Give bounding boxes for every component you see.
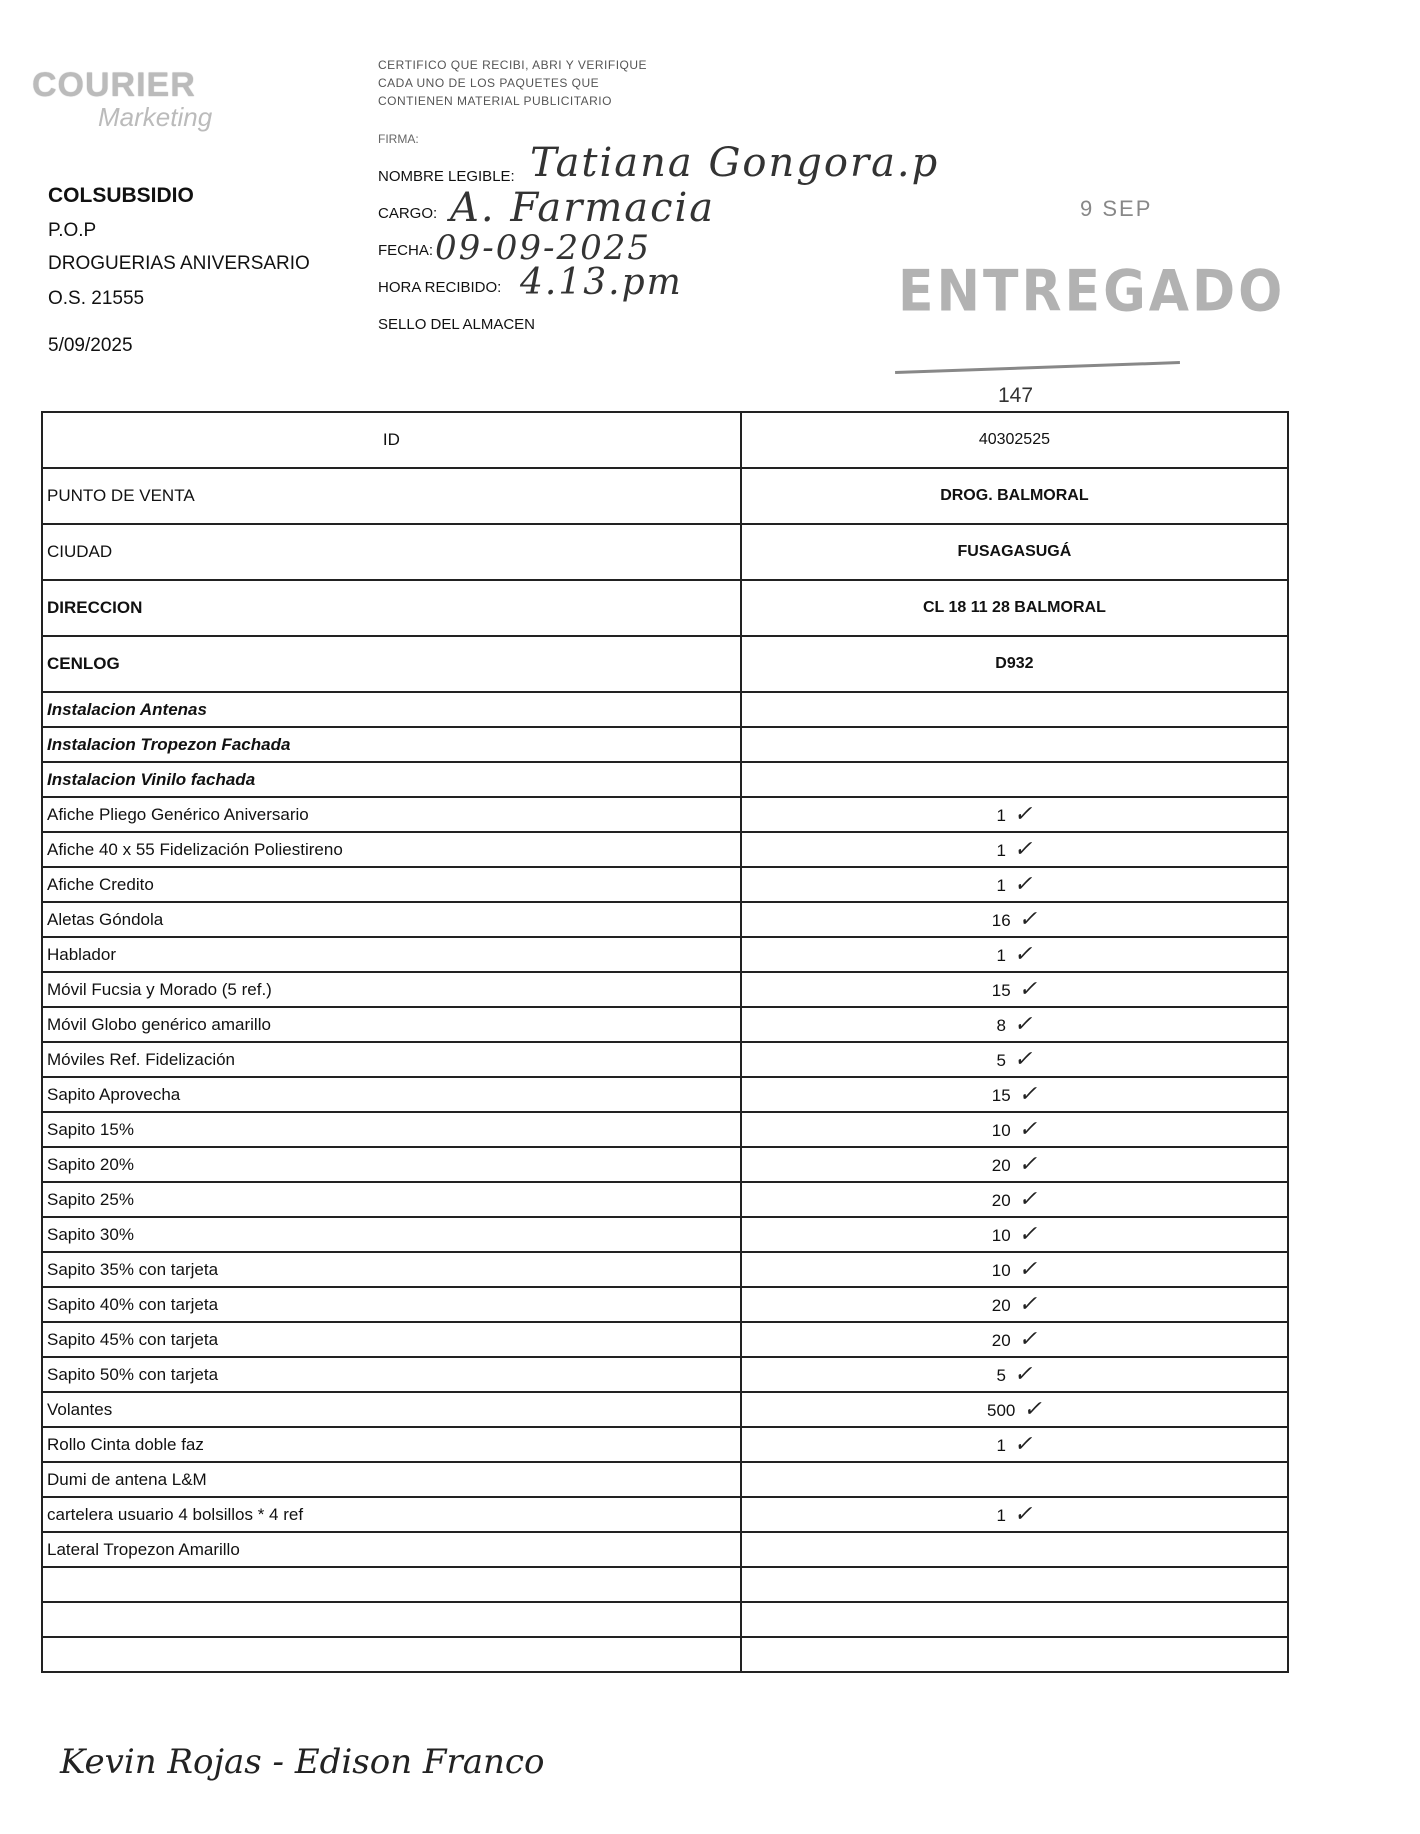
store-field-value: FUSAGASUGÁ	[741, 524, 1288, 580]
item-quantity-cell	[741, 1322, 1288, 1357]
item-row	[42, 1637, 1288, 1672]
item-name: Sapito 25%	[42, 1182, 741, 1217]
store-row	[42, 468, 1288, 524]
store-field-label: PUNTO DE VENTA	[42, 468, 741, 524]
store-field-label: DIRECCION	[42, 580, 741, 636]
item-row	[42, 762, 1288, 797]
item-name	[42, 1567, 741, 1602]
item-name: Móvil Globo genérico amarillo	[42, 1007, 741, 1042]
checkmark-icon: ✓	[1018, 1187, 1038, 1212]
item-quantity-cell	[741, 1042, 1288, 1077]
item-quantity-cell	[741, 1357, 1288, 1392]
item-quantity-cell	[741, 1147, 1288, 1182]
store-row	[42, 412, 1288, 468]
item-quantity-cell	[741, 1602, 1288, 1637]
item-quantity: 16	[991, 911, 1011, 930]
checkmark-icon: ✓	[1018, 1152, 1038, 1177]
checkmark-icon: ✓	[1013, 872, 1033, 897]
item-name: Móvil Fucsia y Morado (5 ref.)	[42, 972, 741, 1007]
item-row	[42, 1182, 1288, 1217]
store-row	[42, 636, 1288, 692]
store-field-value: CL 18 11 28 BALMORAL	[741, 580, 1288, 636]
item-quantity: 5	[996, 1366, 1006, 1385]
store-field-value: D932	[741, 636, 1288, 692]
item-quantity-cell	[741, 867, 1288, 902]
item-row	[42, 1602, 1288, 1637]
item-row	[42, 1147, 1288, 1182]
item-row	[42, 1497, 1288, 1532]
item-quantity: 1	[996, 1436, 1006, 1455]
item-row	[42, 1252, 1288, 1287]
item-quantity-cell	[741, 1637, 1288, 1672]
item-quantity-cell	[741, 797, 1288, 832]
item-row	[42, 1357, 1288, 1392]
item-quantity-cell	[741, 1567, 1288, 1602]
item-quantity-cell	[741, 1532, 1288, 1567]
item-quantity: 10	[991, 1226, 1011, 1245]
store-row	[42, 580, 1288, 636]
document-date: 5/09/2025	[48, 335, 133, 356]
store-field-label: CIUDAD	[42, 524, 741, 580]
item-name: Móviles Ref. Fidelización	[42, 1042, 741, 1077]
item-quantity: 500	[987, 1401, 1016, 1420]
item-name: Sapito Aprovecha	[42, 1077, 741, 1112]
logo-subtext: Marketing	[98, 102, 213, 132]
item-quantity: 20	[991, 1191, 1011, 1210]
item-row	[42, 902, 1288, 937]
item-row	[42, 972, 1288, 1007]
certification-line: CERTIFICO QUE RECIBI, ABRI Y VERIFIQUE	[378, 58, 648, 72]
item-row	[42, 1567, 1288, 1602]
item-quantity-cell	[741, 1182, 1288, 1217]
item-quantity-cell	[741, 1112, 1288, 1147]
item-name: Lateral Tropezon Amarillo	[42, 1532, 741, 1567]
item-quantity-cell	[741, 1287, 1288, 1322]
item-name: Hablador	[42, 937, 741, 972]
delivered-stamp: ENTREGADO	[898, 259, 1286, 325]
item-quantity-cell	[741, 727, 1288, 762]
item-quantity: 10	[991, 1261, 1011, 1280]
checkmark-icon: ✓	[1018, 1257, 1038, 1282]
item-quantity-cell	[741, 1217, 1288, 1252]
checkmark-icon: ✓	[1013, 1502, 1033, 1527]
item-quantity: 10	[991, 1121, 1011, 1140]
checkmark-icon: ✓	[1018, 1222, 1038, 1247]
item-row	[42, 797, 1288, 832]
item-row	[42, 1322, 1288, 1357]
item-row	[42, 937, 1288, 972]
item-quantity-cell	[741, 832, 1288, 867]
item-name: Sapito 40% con tarjeta	[42, 1287, 741, 1322]
item-name: Sapito 15%	[42, 1112, 741, 1147]
item-row	[42, 1462, 1288, 1497]
company-name: COLSUBSIDIO	[48, 184, 194, 207]
item-name: Rollo Cinta doble faz	[42, 1427, 741, 1462]
name-label: NOMBRE LEGIBLE:	[378, 168, 515, 185]
checkmark-icon: ✓	[1013, 802, 1033, 827]
item-name: Sapito 50% con tarjeta	[42, 1357, 741, 1392]
item-row	[42, 832, 1288, 867]
item-quantity: 1	[996, 1506, 1006, 1525]
checkmark-icon: ✓	[1013, 942, 1033, 967]
item-quantity: 1	[996, 841, 1006, 860]
seal-label: SELLO DEL ALMACEN	[378, 316, 536, 333]
item-quantity: 8	[996, 1016, 1006, 1035]
item-quantity: 15	[991, 1086, 1011, 1105]
store-field-value: DROG. BALMORAL	[741, 468, 1288, 524]
item-quantity: 20	[991, 1156, 1011, 1175]
item-row	[42, 1042, 1288, 1077]
item-name: Instalacion Tropezon Fachada	[42, 727, 741, 762]
item-row	[42, 1007, 1288, 1042]
courier-marketing-logo	[18, 66, 268, 142]
item-name: cartelera usuario 4 bolsillos * 4 ref	[42, 1497, 741, 1532]
store-field-label: ID	[42, 412, 741, 468]
item-row	[42, 1287, 1288, 1322]
item-name: Instalacion Vinilo fachada	[42, 762, 741, 797]
page-number: 147	[998, 384, 1034, 407]
checkmark-icon: ✓	[1018, 907, 1038, 932]
order-number: O.S. 21555	[48, 288, 145, 309]
checkmark-icon: ✓	[1023, 1397, 1042, 1422]
delivery-signature: Kevin Rojas - Edison Franco	[60, 1742, 545, 1782]
item-quantity-cell	[741, 972, 1288, 1007]
item-name: Sapito 30%	[42, 1217, 741, 1252]
logo-text: COURIER	[32, 66, 196, 104]
item-quantity-cell	[741, 1497, 1288, 1532]
item-row	[42, 867, 1288, 902]
item-row	[42, 1077, 1288, 1112]
item-row	[42, 1112, 1288, 1147]
store-field-value: 40302525	[741, 412, 1288, 468]
item-name: Sapito 45% con tarjeta	[42, 1322, 741, 1357]
signature-label: FIRMA:	[378, 132, 419, 146]
item-name	[42, 1602, 741, 1637]
item-name: Afiche Pliego Genérico Aniversario	[42, 797, 741, 832]
item-quantity-cell	[741, 1077, 1288, 1112]
item-name: Sapito 20%	[42, 1147, 741, 1182]
name-handwritten: Tatiana Gongora.p	[530, 140, 940, 186]
checkmark-icon: ✓	[1013, 1012, 1033, 1037]
item-name: Afiche 40 x 55 Fidelización Poliestireno	[42, 832, 741, 867]
store-row	[42, 524, 1288, 580]
item-name: Aletas Góndola	[42, 902, 741, 937]
item-name: Volantes	[42, 1392, 741, 1427]
item-quantity-cell	[741, 1427, 1288, 1462]
checkmark-icon: ✓	[1013, 1362, 1033, 1387]
checkmark-icon: ✓	[1013, 837, 1033, 862]
checkmark-icon: ✓	[1013, 1047, 1033, 1072]
campaign-name: DROGUERIAS ANIVERSARIO	[48, 253, 310, 274]
item-name: Instalacion Antenas	[42, 692, 741, 727]
item-row	[42, 1217, 1288, 1252]
item-row	[42, 1392, 1288, 1427]
date-label: FECHA:	[378, 242, 434, 259]
time-handwritten: 4.13.pm	[520, 262, 683, 303]
store-field-label: CENLOG	[42, 636, 741, 692]
material-type: P.O.P	[48, 220, 97, 241]
certification-line: CONTIENEN MATERIAL PUBLICITARIO	[378, 94, 612, 108]
item-quantity-cell	[741, 937, 1288, 972]
item-row	[42, 692, 1288, 727]
item-row	[42, 1427, 1288, 1462]
checkmark-icon: ✓	[1018, 1082, 1038, 1107]
certification-line: CADA UNO DE LOS PAQUETES QUE	[378, 76, 600, 90]
date-handwritten: 09-09-2025	[435, 228, 652, 268]
item-quantity: 5	[996, 1051, 1006, 1070]
checkmark-icon: ✓	[1018, 1117, 1038, 1142]
item-quantity: 1	[996, 876, 1006, 895]
item-quantity-cell	[741, 1252, 1288, 1287]
checkmark-icon: ✓	[1013, 1432, 1033, 1457]
item-quantity-cell	[741, 762, 1288, 797]
stamp-underline	[895, 361, 1180, 374]
item-name	[42, 1637, 741, 1672]
item-quantity-cell	[741, 902, 1288, 937]
item-row	[42, 1532, 1288, 1567]
checkmark-icon: ✓	[1018, 1327, 1038, 1352]
item-quantity: 20	[991, 1331, 1011, 1350]
item-name: Dumi de antena L&M	[42, 1462, 741, 1497]
item-quantity: 20	[991, 1296, 1011, 1315]
item-quantity: 1	[996, 806, 1006, 825]
item-quantity: 1	[996, 946, 1006, 965]
checkmark-icon: ✓	[1018, 1292, 1038, 1317]
delivery-table	[41, 411, 1289, 1673]
item-name: Afiche Credito	[42, 867, 741, 902]
stamp-date: 9 SEP	[1080, 196, 1153, 221]
checkmark-icon: ✓	[1018, 977, 1038, 1002]
item-quantity-cell	[741, 1007, 1288, 1042]
item-row	[42, 727, 1288, 762]
item-quantity-cell	[741, 692, 1288, 727]
time-label: HORA RECIBIDO:	[378, 279, 502, 296]
item-name: Sapito 35% con tarjeta	[42, 1252, 741, 1287]
role-handwritten: A. Farmacia	[450, 185, 716, 231]
item-quantity-cell	[741, 1462, 1288, 1497]
item-quantity-cell	[741, 1392, 1288, 1427]
item-quantity: 15	[991, 981, 1011, 1000]
role-label: CARGO:	[378, 205, 438, 222]
